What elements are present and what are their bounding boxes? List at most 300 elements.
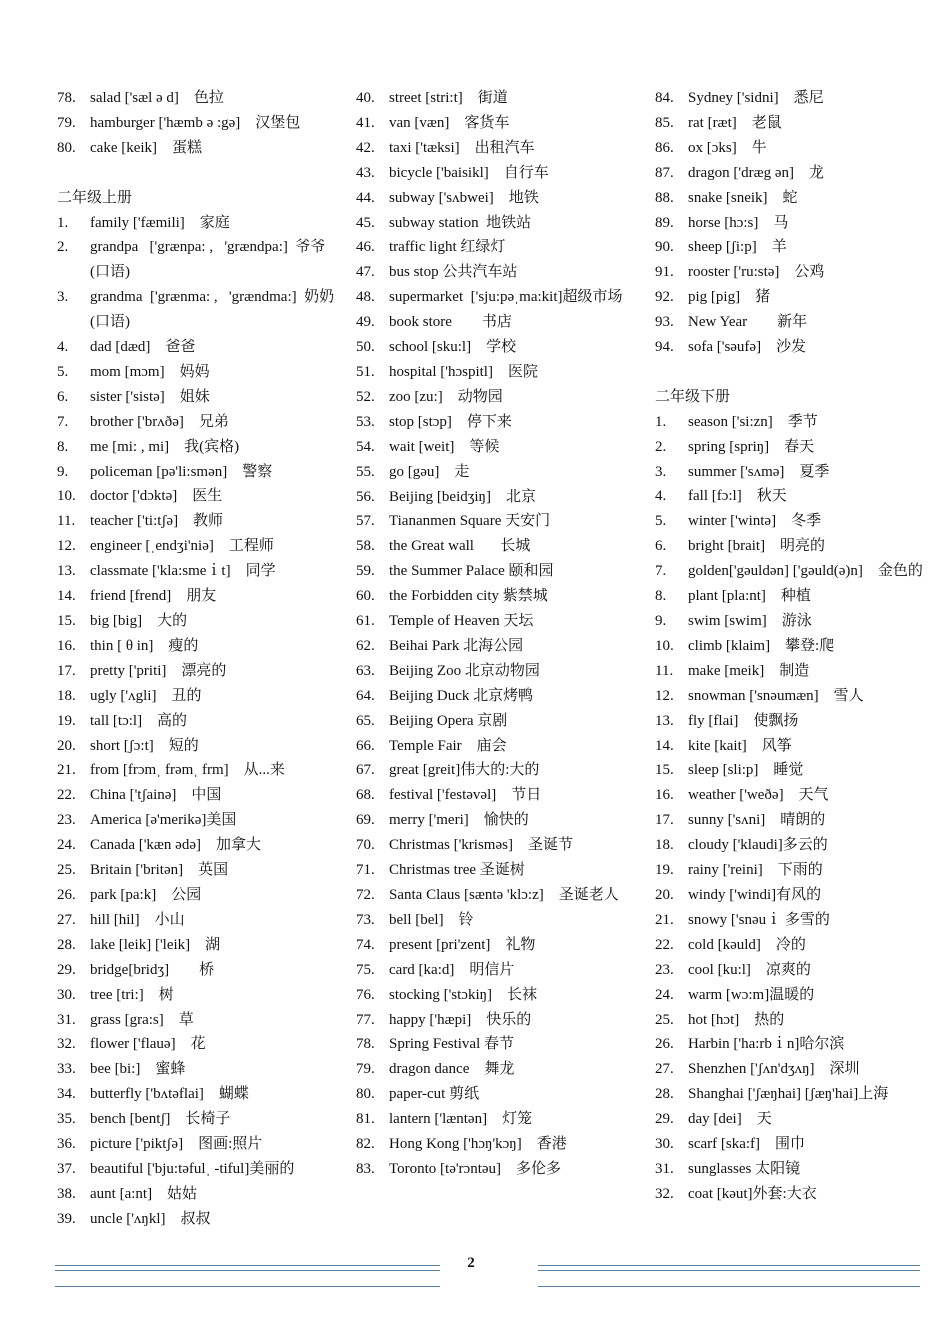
entry-text: family ['fæmili] 家庭	[90, 214, 230, 231]
entry-text: spring [spriŋ] 春天	[688, 438, 815, 455]
entry-text: mom [mɔm] 妈妈	[90, 363, 210, 380]
entry-text: dragon dance 舞龙	[389, 1061, 515, 1078]
vocab-entry	[356, 335, 641, 360]
entry-text: taxi ['tæksi] 出租汽车	[389, 139, 535, 156]
entry-number: 55.	[356, 463, 375, 480]
entry-text: from [frɔmˌ frəmˌ frm] 从...来	[90, 762, 285, 779]
vocab-entry	[356, 186, 641, 211]
vocab-entry	[655, 1057, 940, 1082]
entry-number: 79.	[57, 114, 76, 131]
entry-text: swim [swim] 游泳	[688, 613, 812, 630]
vocab-entry	[356, 1008, 641, 1033]
entry-text: day [dei] 天	[688, 1111, 772, 1128]
entry-number: 5.	[655, 513, 667, 530]
entry-text: Harbin ['ha:rbｉn]哈尔滨	[688, 1036, 845, 1053]
vocab-entry	[356, 908, 641, 933]
vocab-entry	[356, 260, 641, 285]
entry-number: 57.	[356, 513, 375, 530]
entry-text: winter ['wintə] 冬季	[688, 513, 822, 530]
entry-number: 1.	[57, 214, 69, 231]
vocab-entry	[57, 958, 342, 983]
entry-text: great [greit]伟大的:大的	[389, 762, 540, 779]
entry-text: Temple Fair 庙会	[389, 737, 507, 754]
entry-text: happy ['hæpi] 快乐的	[389, 1011, 532, 1028]
vocab-entry	[57, 285, 342, 335]
vocab-entry	[655, 883, 940, 908]
entry-number: 20.	[57, 737, 76, 754]
vocab-entry	[655, 709, 940, 734]
entry-text: lake [leik] ['leik] 湖	[90, 936, 221, 953]
vocab-entry	[57, 211, 342, 236]
vocab-entry	[655, 435, 940, 460]
entry-text: cool [ku:l] 凉爽的	[688, 961, 811, 978]
vocab-entry	[655, 509, 940, 534]
entry-number: 43.	[356, 164, 375, 181]
entry-text: rooster ['ru:stə] 公鸡	[688, 264, 825, 281]
vocab-entry	[356, 833, 641, 858]
entry-text: sister ['sistə] 姐妹	[90, 388, 210, 405]
entry-number: 10.	[57, 488, 76, 505]
entry-text: Christmas tree 圣诞树	[389, 862, 525, 879]
entry-text: wait [weit] 等候	[389, 438, 500, 455]
vocab-entry	[356, 534, 641, 559]
entry-number: 74.	[356, 936, 375, 953]
entry-text: season ['si:zn] 季节	[688, 413, 818, 430]
entry-number: 83.	[356, 1160, 375, 1177]
entry-number: 94.	[655, 339, 674, 356]
vocab-entry	[356, 559, 641, 584]
entry-number: 87.	[655, 164, 674, 181]
vocab-entry	[356, 634, 641, 659]
vocab-entry	[356, 310, 641, 335]
vocab-entry	[356, 1057, 641, 1082]
vocab-entry	[356, 709, 641, 734]
vocab-entry	[57, 858, 342, 883]
entry-number: 76.	[356, 986, 375, 1003]
entry-number: 53.	[356, 413, 375, 430]
entry-text: butterfly ['bʌtəflai] 蝴蝶	[90, 1086, 249, 1103]
vocab-entry	[356, 758, 641, 783]
vocab-entry	[57, 1008, 342, 1033]
entry-number: 8.	[655, 588, 667, 605]
vocab-entry	[57, 111, 342, 136]
entry-text: thin [ θ in] 瘦的	[90, 637, 199, 654]
entry-text: policeman [pə'li:smən] 警察	[90, 463, 273, 480]
entry-number: 2.	[655, 438, 667, 455]
vocab-entry	[57, 584, 342, 609]
entry-number: 45.	[356, 214, 375, 231]
vocab-entry	[356, 460, 641, 485]
vocab-entry	[57, 808, 342, 833]
entry-text: rat [ræt] 老鼠	[688, 114, 782, 131]
vocab-entry	[57, 235, 342, 285]
entry-number: 42.	[356, 139, 375, 156]
vocab-entry	[57, 410, 342, 435]
vocab-entry	[57, 908, 342, 933]
entry-text: fly [flai] 使飘扬	[688, 712, 799, 729]
vocab-entry	[356, 410, 641, 435]
vocab-entry	[356, 933, 641, 958]
vocab-entry	[655, 235, 940, 260]
entry-number: 12.	[655, 687, 674, 704]
entry-text: climb [klaim] 攀登:爬	[688, 637, 835, 654]
vocab-entry	[57, 509, 342, 534]
entry-text: teacher ['ti:tʃə] 教师	[90, 513, 224, 530]
column-2	[356, 86, 641, 1182]
entry-text: zoo [zu:] 动物园	[389, 388, 503, 405]
entry-number: 12.	[57, 538, 76, 555]
entry-number: 4.	[57, 339, 69, 356]
entry-number: 4.	[655, 488, 667, 505]
vocab-entry	[655, 1107, 940, 1132]
entry-text: subway station 地铁站	[389, 214, 532, 231]
entry-number: 6.	[57, 388, 69, 405]
vocab-entry	[655, 1032, 940, 1057]
entry-number: 6.	[655, 538, 667, 555]
entry-text: subway ['sʌbwei] 地铁	[389, 189, 539, 206]
entry-number: 24.	[655, 986, 674, 1003]
vocab-entry	[655, 983, 940, 1008]
entry-number: 7.	[655, 563, 667, 580]
vocab-entry	[655, 559, 940, 584]
entry-number: 56.	[356, 488, 375, 505]
entry-text: card [ka:d] 明信片	[389, 961, 515, 978]
vocab-entry	[356, 1032, 641, 1057]
entry-text: tree [tri:] 树	[90, 986, 174, 1003]
entry-text: coat [kəut]外套:大衣	[688, 1185, 817, 1202]
entry-text: weather ['weðə] 天气	[688, 787, 829, 804]
vocab-entry	[57, 1132, 342, 1157]
vocab-entry	[356, 858, 641, 883]
entry-number: 3.	[655, 463, 667, 480]
vocab-entry	[356, 161, 641, 186]
vocab-entry	[655, 734, 940, 759]
entry-number: 5.	[57, 363, 69, 380]
vocab-entry	[655, 484, 940, 509]
entry-text: brother ['brʌðə] 兄弟	[90, 413, 229, 430]
entry-number: 91.	[655, 264, 674, 281]
entry-text: school [sku:l] 学校	[389, 339, 517, 356]
entry-text: festival ['festəvəl] 节日	[389, 787, 542, 804]
entry-number: 44.	[356, 189, 375, 206]
entry-number: 30.	[57, 986, 76, 1003]
entry-number: 38.	[57, 1185, 76, 1202]
entry-text: China ['tʃainə] 中国	[90, 787, 222, 804]
vocab-entry	[655, 1157, 940, 1182]
entry-text: pretty ['priti] 漂亮的	[90, 662, 227, 679]
vocab-entry	[57, 883, 342, 908]
entry-number: 88.	[655, 189, 674, 206]
entry-number: 19.	[655, 862, 674, 879]
entry-text: snowman ['snəumæn] 雪人	[688, 687, 864, 704]
vocab-entry	[655, 659, 940, 684]
entry-number: 49.	[356, 314, 375, 331]
entry-number: 90.	[655, 239, 674, 256]
entry-text: present [pri'zent] 礼物	[389, 936, 536, 953]
vocab-entry	[57, 634, 342, 659]
vocab-entry	[57, 833, 342, 858]
entry-number: 69.	[356, 812, 375, 829]
vocab-entry	[655, 161, 940, 186]
entry-number: 34.	[57, 1086, 76, 1103]
spacer	[655, 360, 940, 385]
vocab-entry	[356, 883, 641, 908]
entry-text: bicycle ['baisikl] 自行车	[389, 164, 549, 181]
entry-number: 25.	[57, 862, 76, 879]
entry-text: traffic light 红绿灯	[389, 239, 506, 256]
entry-number: 9.	[655, 613, 667, 630]
vocab-entry	[655, 310, 940, 335]
entry-text: cold [kəuld] 冷的	[688, 936, 806, 953]
vocab-entry	[655, 111, 940, 136]
entry-text: Toronto [tə'rɔntəu] 多伦多	[389, 1160, 562, 1177]
entry-text: ox [ɔks] 牛	[688, 139, 767, 156]
entry-number: 11.	[655, 662, 674, 679]
entry-text: the Great wall 长城	[389, 538, 531, 555]
vocab-entry	[655, 908, 940, 933]
vocab-entry	[57, 1182, 342, 1207]
vocab-entry	[655, 534, 940, 559]
entry-number: 41.	[356, 114, 375, 131]
vocab-entry	[655, 833, 940, 858]
vocab-entry	[57, 435, 342, 460]
entry-number: 22.	[655, 936, 674, 953]
entry-number: 78.	[57, 90, 76, 106]
vocab-entry	[57, 385, 342, 410]
entry-number: 19.	[57, 712, 76, 729]
entry-text: sunglasses 太阳镜	[688, 1160, 801, 1177]
entry-number: 84.	[655, 90, 674, 106]
vocab-entry	[57, 609, 342, 634]
entry-text: Canada ['kæn ədə] 加拿大	[90, 837, 261, 854]
entry-number: 14.	[57, 588, 76, 605]
entry-number: 13.	[57, 563, 76, 580]
entry-text: Hong Kong ['hɔŋ'kɔŋ] 香港	[389, 1136, 567, 1153]
vocab-entry	[655, 684, 940, 709]
vocab-entry	[57, 659, 342, 684]
column-1	[57, 86, 342, 1232]
entry-text: stocking ['stɔkiŋ] 长袜	[389, 986, 538, 1003]
entry-number: 39.	[57, 1210, 76, 1227]
entry-text: park [pa:k] 公园	[90, 886, 202, 903]
entry-number: 17.	[655, 812, 674, 829]
entry-text: windy ['windi]有风的	[688, 886, 822, 903]
entry-text: rainy ['reini] 下雨的	[688, 862, 823, 879]
entry-number: 28.	[655, 1086, 674, 1103]
entry-text: dad [dæd] 爸爸	[90, 339, 196, 356]
entry-text: scarf [ska:f] 围巾	[688, 1136, 806, 1153]
entry-text: sleep [sli:p] 睡觉	[688, 762, 804, 779]
entry-number: 26.	[57, 886, 76, 903]
entry-text: street [stri:t] 街道	[389, 90, 508, 106]
vocab-entry	[356, 609, 641, 634]
entry-number: 51.	[356, 363, 375, 380]
entry-text: Britain ['britən] 英国	[90, 862, 229, 879]
vocab-entry	[655, 86, 940, 111]
vocab-entry	[356, 1107, 641, 1132]
entry-number: 21.	[655, 911, 674, 928]
entry-text: Beijing [beidʒiŋ] 北京	[389, 488, 536, 505]
vocab-entry	[57, 933, 342, 958]
entry-number: 62.	[356, 637, 375, 654]
vocab-entry	[655, 1008, 940, 1033]
entry-number: 13.	[655, 712, 674, 729]
entry-text: Christmas ['krisməs] 圣诞节	[389, 837, 573, 854]
entry-number: 66.	[356, 737, 375, 754]
vocab-entry	[57, 1157, 342, 1182]
entry-text: pig [pig] 猪	[688, 289, 771, 306]
vocab-entry	[57, 484, 342, 509]
entry-number: 2.	[57, 239, 69, 256]
entry-number: 7.	[57, 413, 69, 430]
entry-number: 61.	[356, 613, 375, 630]
entry-number: 32.	[655, 1185, 674, 1202]
entry-number: 73.	[356, 911, 375, 928]
entry-text: grandpa ['grænpa: , 'grændpa:] 爷爷(口语)	[90, 239, 326, 281]
entry-number: 20.	[655, 886, 674, 903]
vocab-entry	[57, 335, 342, 360]
entry-text: fall [fɔ:l] 秋天	[688, 488, 787, 505]
entry-text: Beijing Duck 北京烤鸭	[389, 687, 534, 704]
entry-number: 17.	[57, 662, 76, 679]
entry-text: classmate ['kla:smeｉt] 同学	[90, 563, 276, 580]
entry-number: 1.	[655, 413, 667, 430]
entry-number: 67.	[356, 762, 375, 779]
vocab-entry	[356, 111, 641, 136]
entry-number: 63.	[356, 662, 375, 679]
vocab-entry	[57, 983, 342, 1008]
entry-text: Tiananmen Square 天安门	[389, 513, 551, 530]
entry-text: me [mi: , mi] 我(宾格)	[90, 438, 240, 455]
vocab-entry	[57, 360, 342, 385]
vocab-entry	[356, 435, 641, 460]
entry-number: 25.	[655, 1011, 674, 1028]
entry-text: Beihai Park 北海公园	[389, 637, 524, 654]
entry-number: 22.	[57, 787, 76, 804]
entry-text: dragon ['dræg ən] 龙	[688, 164, 825, 181]
section-heading: 二年级下册	[655, 388, 731, 405]
entry-number: 85.	[655, 114, 674, 131]
entry-number: 37.	[57, 1160, 76, 1177]
entry-number: 48.	[356, 289, 375, 306]
entry-number: 35.	[57, 1111, 76, 1128]
entry-text: Spring Festival 春节	[389, 1036, 515, 1053]
entry-text: van [væn] 客货车	[389, 114, 510, 131]
vocab-entry	[356, 1132, 641, 1157]
vocab-entry	[57, 559, 342, 584]
vocab-entry	[57, 1057, 342, 1082]
entry-number: 33.	[57, 1061, 76, 1078]
entry-number: 31.	[655, 1160, 674, 1177]
entry-text: grass [gra:s] 草	[90, 1011, 194, 1028]
entry-number: 16.	[57, 637, 76, 654]
entry-number: 27.	[655, 1061, 674, 1078]
vocab-entry	[655, 808, 940, 833]
entry-number: 14.	[655, 737, 674, 754]
vocab-entry	[655, 1132, 940, 1157]
entry-text: golden['gəuldən] ['gəuld(ə)n] 金色的	[688, 563, 923, 580]
vocab-entry	[655, 783, 940, 808]
entry-number: 28.	[57, 936, 76, 953]
entry-text: book store 书店	[389, 314, 512, 331]
entry-number: 65.	[356, 712, 375, 729]
entry-text: sheep [ʃi:p] 羊	[688, 239, 787, 256]
entry-text: flower ['flauə] 花	[90, 1036, 206, 1053]
entry-number: 15.	[57, 613, 76, 630]
vocab-entry	[655, 933, 940, 958]
entry-number: 52.	[356, 388, 375, 405]
entry-text: short [ʃɔ:t] 短的	[90, 737, 199, 754]
vocab-entry	[356, 1082, 641, 1107]
vocab-entry	[356, 783, 641, 808]
entry-number: 31.	[57, 1011, 76, 1028]
vocab-entry	[655, 136, 940, 161]
entry-number: 27.	[57, 911, 76, 928]
vocab-entry	[57, 1207, 342, 1232]
entry-number: 82.	[356, 1136, 375, 1153]
entry-text: picture ['piktʃə] 图画:照片	[90, 1136, 263, 1153]
vocab-entry	[57, 460, 342, 485]
entry-text: the Summer Palace 颐和园	[389, 563, 554, 580]
vocab-entry	[356, 360, 641, 385]
entry-number: 78.	[356, 1036, 375, 1053]
vocab-entry	[655, 858, 940, 883]
vocab-entry	[356, 958, 641, 983]
entry-number: 8.	[57, 438, 69, 455]
entry-number: 79.	[356, 1061, 375, 1078]
entry-text: snake [sneik] 蛇	[688, 189, 798, 206]
entry-number: 23.	[655, 961, 674, 978]
entry-number: 93.	[655, 314, 674, 331]
entry-text: hamburger ['hæmb ə :gə] 汉堡包	[90, 114, 301, 131]
entry-text: stop [stɔp] 停下来	[389, 413, 512, 430]
entry-number: 26.	[655, 1036, 674, 1053]
entry-number: 40.	[356, 90, 375, 106]
entry-text: bright [brait] 明亮的	[688, 538, 826, 555]
entry-text: horse [hɔ:s] 马	[688, 214, 789, 231]
vocab-entry	[356, 385, 641, 410]
entry-number: 11.	[57, 513, 76, 530]
vocab-entry	[57, 758, 342, 783]
vocab-entry	[356, 584, 641, 609]
entry-text: hill [hil] 小山	[90, 911, 185, 928]
vocab-entry	[57, 684, 342, 709]
vocab-entry	[655, 958, 940, 983]
vocab-entry	[356, 485, 641, 510]
entry-number: 15.	[655, 762, 674, 779]
vocab-entry	[356, 684, 641, 709]
entry-number: 50.	[356, 339, 375, 356]
entry-number: 9.	[57, 463, 69, 480]
entry-text: Beijing Zoo 北京动物园	[389, 662, 540, 679]
entry-number: 86.	[655, 139, 674, 156]
entry-text: doctor ['dɔktə] 医生	[90, 488, 223, 505]
vocab-entry	[57, 136, 342, 161]
entry-number: 3.	[57, 289, 69, 306]
vocab-entry	[356, 1157, 641, 1182]
entry-text: sofa ['səufə] 沙发	[688, 339, 807, 356]
entry-number: 58.	[356, 538, 375, 555]
vocab-entry	[356, 509, 641, 534]
entry-number: 89.	[655, 214, 674, 231]
entry-number: 23.	[57, 812, 76, 829]
entry-number: 72.	[356, 887, 375, 903]
entry-text: friend [frend] 朋友	[90, 588, 217, 605]
entry-number: 81.	[356, 1111, 375, 1128]
page-number: 2	[467, 1255, 475, 1271]
vocab-entry	[655, 260, 940, 285]
vocab-entry	[356, 136, 641, 161]
